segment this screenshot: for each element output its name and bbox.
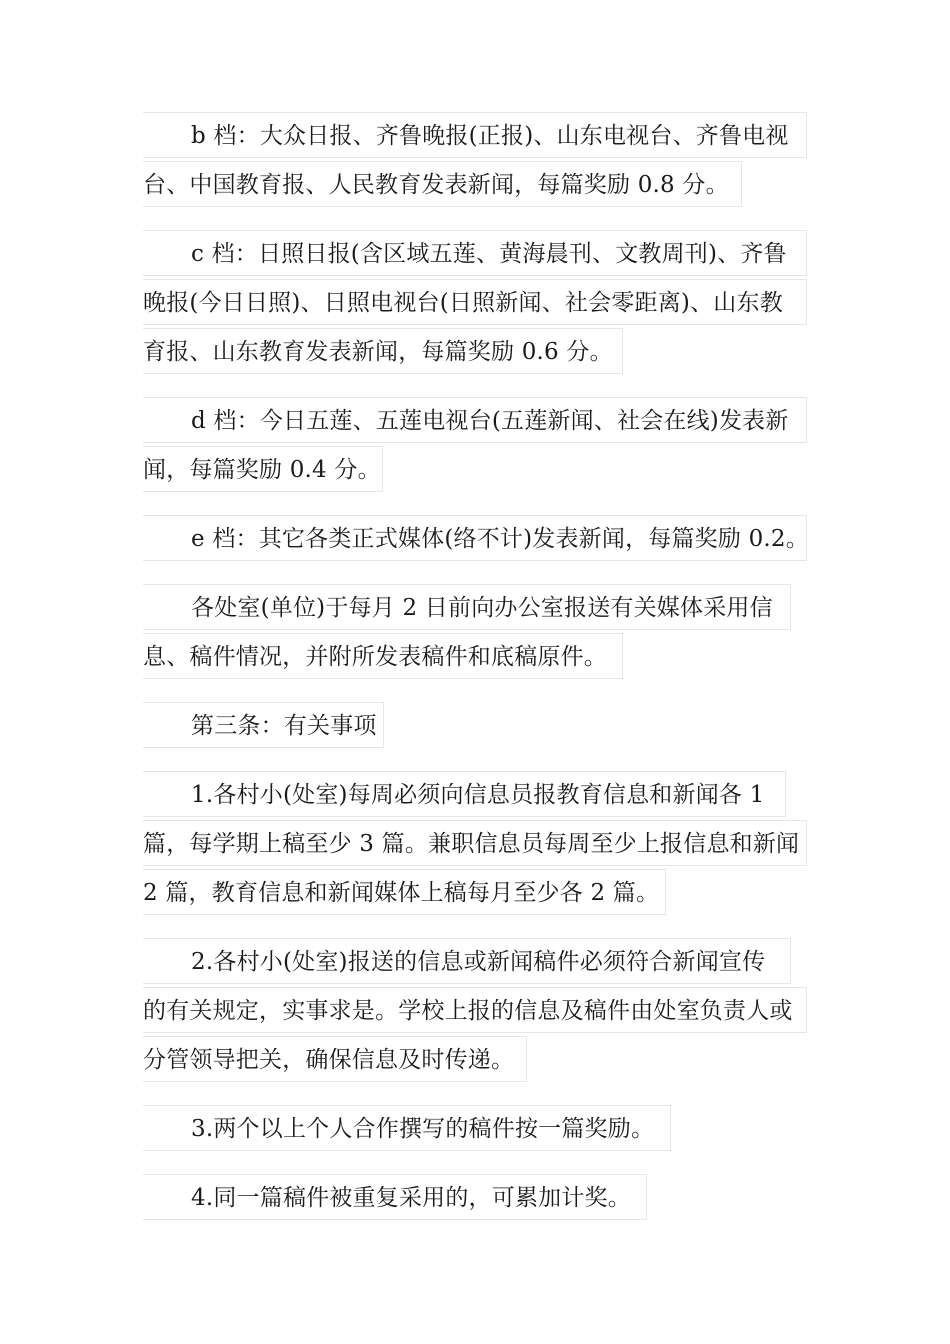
text-line-item1-2: 篇，每学期上稿至少 3 篇。兼职信息员每周至少上报信息和新闻 xyxy=(143,820,807,866)
text-line-d-level-2: 闻，每篇奖励 0.4 分。 xyxy=(143,446,383,492)
text-line-e-level: e 档：其它各类正式媒体(络不计)发表新闻，每篇奖励 0.2。 xyxy=(143,515,807,561)
text-line-item3: 3.两个以上个人合作撰写的稿件按一篇奖励。 xyxy=(143,1105,671,1151)
text-line-c-level-3: 育报、山东教育发表新闻，每篇奖励 0.6 分。 xyxy=(143,328,623,374)
text-line-item2-2: 的有关规定，实事求是。学校上报的信息及稿件由处室负责人或 xyxy=(143,987,807,1033)
text-line-report-2: 息、稿件情况，并附所发表稿件和底稿原件。 xyxy=(143,633,623,679)
text-line-item2-3: 分管领导把关，确保信息及时传递。 xyxy=(143,1036,527,1082)
text-line-d-level-1: d 档：今日五莲、五莲电视台(五莲新闻、社会在线)发表新 xyxy=(143,397,807,443)
text-line-item4: 4.同一篇稿件被重复采用的，可累加计奖。 xyxy=(143,1174,647,1220)
section-heading-article-three: 第三条：有关事项 xyxy=(143,702,384,748)
text-line-b-level-1: b 档：大众日报、齐鲁晚报(正报)、山东电视台、齐鲁电视 xyxy=(143,112,807,158)
text-line-b-level-2: 台、中国教育报、人民教育发表新闻，每篇奖励 0.8 分。 xyxy=(143,161,742,207)
text-line-c-level-1: c 档：日照日报(含区域五莲、黄海晨刊、文教周刊)、齐鲁 xyxy=(143,230,807,276)
text-line-item1-3: 2 篇，教育信息和新闻媒体上稿每月至少各 2 篇。 xyxy=(143,869,666,915)
text-line-item1-1: 1.各村小(处室)每周必须向信息员报教育信息和新闻各 1 xyxy=(143,771,786,817)
text-line-item2-1: 2.各村小(处室)报送的信息或新闻稿件必须符合新闻宣传 xyxy=(143,938,791,984)
text-line-c-level-2: 晚报(今日日照)、日照电视台(日照新闻、社会零距离)、山东教 xyxy=(143,279,807,325)
text-line-report-1: 各处室(单位)于每月 2 日前向办公室报送有关媒体采用信 xyxy=(143,584,791,630)
